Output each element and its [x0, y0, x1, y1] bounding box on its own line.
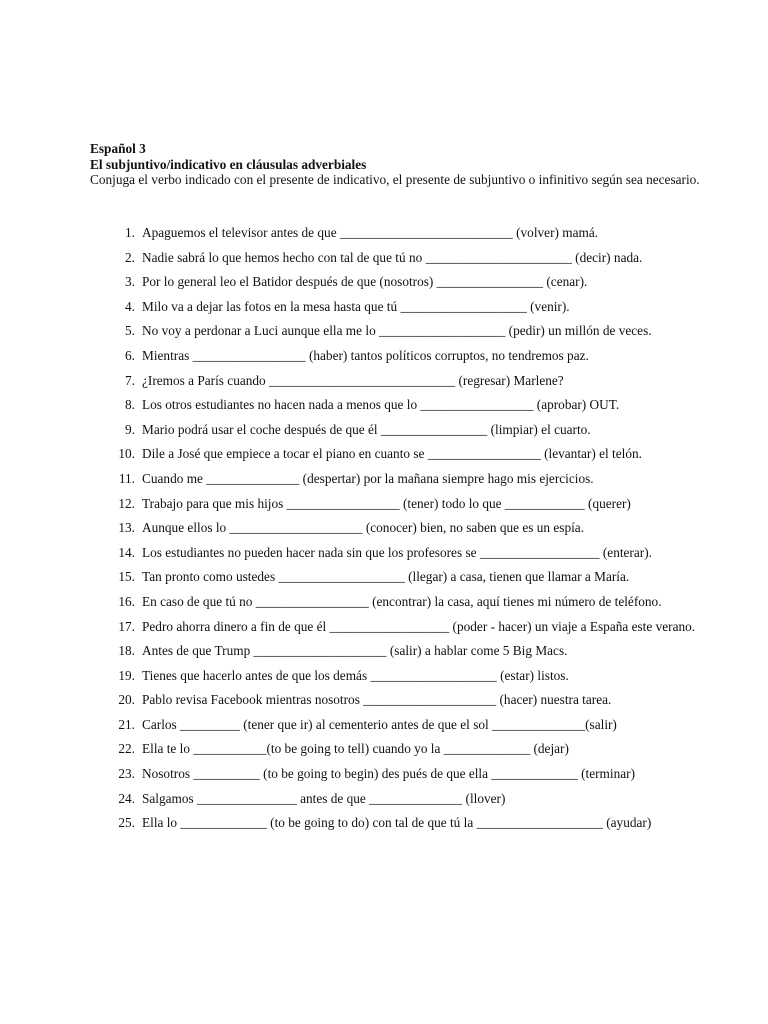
exercise-number: 22.	[118, 741, 135, 757]
exercise-sentence: Aunque ellos lo ____________________ (conocer) bien, no saben que es un espía.	[142, 520, 585, 536]
exercise-sentence: Trabajo para que mis hijos _________________ (tener) todo lo que ____________ (querer)	[142, 495, 631, 511]
exercise-number: 25.	[118, 815, 135, 831]
exercise-number: 20.	[118, 692, 135, 708]
instructions: Conjuga el verbo indicado con el presente de indicativo, el presente de subjuntivo o infinitivo según sea necesario.	[90, 172, 700, 187]
exercise-item	[90, 787, 710, 812]
exercise-item	[90, 541, 710, 566]
exercise-item	[90, 565, 710, 590]
exercise-item	[90, 664, 710, 689]
exercise-item	[90, 811, 710, 836]
exercise-sentence: Los otros estudiantes no hacen nada a menos que lo _________________ (aprobar) OUT.	[142, 397, 620, 413]
exercise-item	[90, 762, 710, 787]
exercise-item	[90, 737, 710, 762]
exercise-item	[90, 590, 710, 615]
exercise-item	[90, 442, 710, 467]
exercise-sentence: Apaguemos el televisor antes de que __________________________ (volver) mamá.	[142, 225, 599, 240]
exercise-item	[90, 319, 710, 344]
worksheet-header	[90, 141, 710, 188]
exercise-item	[90, 270, 710, 295]
exercise-item	[90, 467, 710, 492]
exercise-sentence: Mientras _________________ (haber) tantos políticos corruptos, no tendremos paz.	[142, 347, 589, 363]
exercise-number: 18.	[118, 643, 135, 659]
exercise-number: 15.	[118, 569, 135, 585]
course-title: Español 3	[90, 141, 146, 156]
exercise-list	[90, 221, 710, 836]
exercise-item	[90, 221, 710, 246]
exercise-number: 19.	[118, 667, 135, 683]
exercise-number: 13.	[118, 520, 135, 536]
exercise-sentence: Pedro ahorra dinero a fin de que él __________________ (poder - hacer) un viaje a España este verano.	[142, 618, 696, 634]
exercise-item	[90, 492, 710, 517]
exercise-number: 16.	[118, 593, 135, 609]
exercise-number: 5.	[125, 323, 135, 339]
exercise-sentence: Tienes que hacerlo antes de que los demás ___________________ (estar) listos.	[142, 667, 569, 683]
exercise-number: 10.	[118, 446, 135, 462]
exercise-item	[90, 688, 710, 713]
exercise-number: 9.	[125, 421, 135, 437]
exercise-number: 4.	[125, 298, 135, 314]
exercise-item	[90, 639, 710, 664]
exercise-number: 8.	[125, 397, 135, 413]
exercise-item	[90, 713, 710, 738]
exercise-sentence: Dile a José que empiece a tocar el piano en cuanto se _________________ (levantar) el telón.	[142, 446, 642, 462]
exercise-number: 12.	[118, 495, 135, 511]
exercise-sentence: Antes de que Trump ____________________ (salir) a hablar come 5 Big Macs.	[142, 643, 568, 659]
exercise-sentence: Ella te lo ___________(to be going to tell) cuando yo la _____________ (dejar)	[142, 741, 569, 757]
exercise-sentence: Los estudiantes no pueden hacer nada sin que los profesores se __________________ (enterar).	[142, 544, 652, 560]
exercise-sentence: Milo va a dejar las fotos en la mesa hasta que tú ___________________ (venir).	[142, 298, 570, 314]
exercise-number: 7.	[125, 372, 135, 388]
exercise-sentence: Cuando me ______________ (despertar) por la mañana siempre hago mis ejercicios.	[142, 470, 594, 486]
exercise-sentence: Por lo general leo el Batidor después de que (nosotros) ________________ (cenar).	[142, 274, 588, 290]
exercise-sentence: Mario podrá usar el coche después de que él ________________ (limpiar) el cuarto.	[142, 421, 591, 437]
exercise-number: 24.	[118, 790, 135, 806]
exercise-number: 3.	[125, 274, 135, 290]
exercise-sentence: Nosotros __________ (to be going to begin) des pués de que ella _____________ (terminar)	[142, 766, 636, 782]
exercise-sentence: Pablo revisa Facebook mientras nosotros ____________________ (hacer) nuestra tarea.	[142, 692, 612, 708]
exercise-sentence: Nadie sabrá lo que hemos hecho con tal de que tú no ______________________ (decir) nada.	[142, 249, 643, 265]
exercise-sentence: Tan pronto como ustedes ___________________ (llegar) a casa, tienen que llamar a María.	[142, 569, 630, 585]
exercise-sentence: No voy a perdonar a Luci aunque ella me lo ___________________ (pedir) un millón de veces.	[142, 323, 652, 339]
exercise-number: 6.	[125, 347, 135, 363]
exercise-sentence: Salgamos _______________ antes de que ______________ (llover)	[142, 790, 506, 806]
exercise-number: 23.	[118, 766, 135, 782]
topic-title: El subjuntivo/indicativo en cláusulas adverbiales	[90, 156, 367, 172]
exercise-item	[90, 246, 710, 271]
exercise-item	[90, 369, 710, 394]
exercise-sentence: ¿Iremos a París cuando ____________________________ (regresar) Marlene?	[142, 372, 564, 388]
exercise-number: 1.	[125, 225, 135, 240]
exercise-item	[90, 418, 710, 443]
exercise-sentence: En caso de que tú no _________________ (encontrar) la casa, aquí tienes mi número de teléfono.	[142, 593, 662, 609]
exercise-item	[90, 393, 710, 418]
exercise-item	[90, 344, 710, 369]
exercise-number: 2.	[125, 249, 135, 265]
exercise-item	[90, 615, 710, 640]
exercise-number: 21.	[118, 716, 135, 732]
exercise-sentence: Ella lo _____________ (to be going to do) con tal de que tú la ___________________ (ayudar)	[142, 815, 652, 831]
exercise-number: 14.	[118, 544, 135, 560]
exercise-number: 11.	[118, 470, 135, 486]
exercise-item	[90, 295, 710, 320]
exercise-number: 17.	[118, 618, 135, 634]
exercise-item	[90, 516, 710, 541]
exercise-sentence: Carlos _________ (tener que ir) al cementerio antes de que el sol ______________(salir)	[142, 716, 617, 732]
